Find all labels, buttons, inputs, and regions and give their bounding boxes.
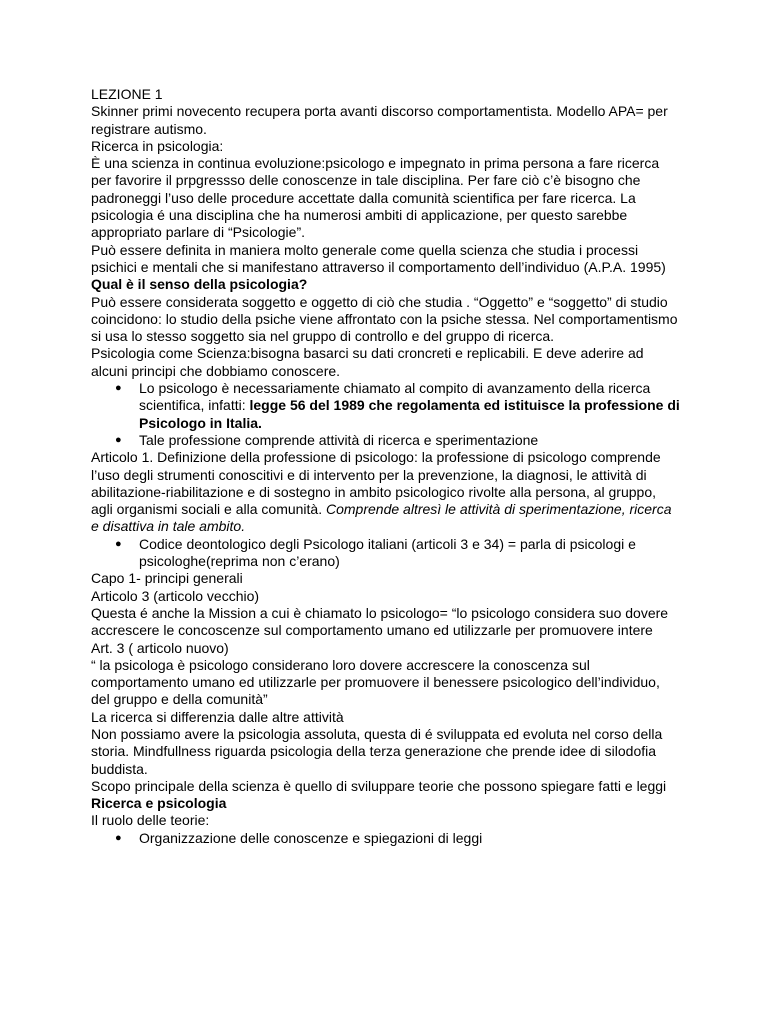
bullet-list-2: [91, 536, 681, 571]
list-item-text: Tale professione comprende attività di ricerca e sperimentazione: [139, 431, 539, 448]
list-item-text: Organizzazione delle conoscenze e spiegazioni di leggi: [139, 829, 483, 846]
section-heading-research-text: Ricerca e psicologia: [91, 795, 227, 812]
paragraph-definition: Può essere definita in maniera molto generale come quella scienza che studia i processi psichici e mentali che si manifestano attraverso il comportamento dell’individuo (A.P.A. 1995): [91, 241, 666, 275]
paragraph-science-evolution: È una scienza in continua evoluzione:psicologo e impegnato in prima persona a fare ricerca per favorire il prpgressso delle conoscenze in tale disciplina. Per fare ciò c’è bisogno che padroneggi l’uso delle procedure accettate dalla comunità scientifica per fare ricerca. La psicologia é una disciplina che ha numerosi ambiti di applicazione, per questo sarebbe appropriato parlare di “Psicologie”.: [91, 155, 660, 241]
article-1-italic-text: Comprende altresì le attività di sperimentazione, ricerca e disattiva in tale ambito.: [91, 501, 672, 535]
section-heading-sense: [91, 276, 681, 293]
section-heading-research: [91, 795, 681, 812]
list-item-text: Codice deontologico degli Psicologo italiani (articoli 3 e 34) = parla di psicologi e psicologhe(reprima non c’erano): [139, 535, 636, 570]
bullet-list-3: [91, 830, 681, 847]
paragraph-mission: Questa é anche la Mission a cui è chiamato lo psicologo= “lo psicologo considera suo dovere accrescere le concoscenze sul comportamento umano ed utilizzarle per promuovere intere: [91, 604, 669, 639]
paragraph-capo-1: Capo 1- principi generali: [91, 570, 243, 587]
paragraph-science-goal: Scopo principale della scienza è quello di sviluppare teorie che possono spiegare fatti e leggi: [91, 777, 667, 794]
paragraph-history: Non possiamo avere la psicologia assoluta, questa di é sviluppata ed evoluta nel corso della storia. Mindfullness riguarda psicologia della terza generazione che prende idee di silodofia buddista.: [91, 725, 663, 777]
paragraph-research-differs: La ricerca si differenzia dalle altre attività: [91, 708, 344, 725]
paragraph-subject-object: Può essere considerata soggetto e oggetto di ciò che studia . “Oggetto” e “soggetto” di studio coincidono: lo studio della psiche viene affrontato con la psiche stessa. Nel comportamentismo si usa lo stesso soggetto sia nel gruppo di controllo e del gruppo di ricerca.: [91, 293, 678, 345]
paragraph-article-3-new: Art. 3 ( articolo nuovo): [91, 639, 229, 656]
paragraph-article-3-old: Articolo 3 (articolo vecchio): [91, 587, 260, 604]
paragraph-psychology-science: Psicologia come Scienza:bisogna basarci su dati croncreti e replicabili. E deve aderire ad alcuni principi che dobbiamo conoscere.: [91, 345, 644, 379]
list-item-bold-text: legge 56 del 1989 che regolamenta ed istituisce la professione di Psicologo in Italia.: [139, 397, 680, 431]
lesson-title: LEZIONE 1: [91, 86, 163, 102]
list-item: [91, 536, 681, 571]
paragraph-skinner: Skinner primi novecento recupera porta avanti discorso comportamentista. Modello APA= per registrare autismo.: [91, 103, 668, 137]
paragraph-research-heading: Ricerca in psicologia:: [91, 137, 224, 154]
paragraph-article-1: [91, 449, 681, 535]
article-1-text: Articolo 1. Definizione della professione di psicologo: la professione di psicologo comprende l’uso degli strumenti conoscitivi e di intervento per la prevenzione, la diagnosi, le attività di abilitazione-riabilitazione e di sostegno in ambito psicologico rivolte alla persona, al gruppo, agli organismi sociali e alla comunità.: [91, 449, 661, 518]
bullet-list-1: [91, 380, 681, 449]
bullet-icon: ●: [115, 382, 122, 395]
bullet-icon: ●: [115, 831, 122, 844]
paragraph-theories-role: Il ruolo delle teorie:: [91, 812, 210, 829]
document-page: [91, 86, 681, 847]
section-heading-sense-text: Qual è il senso della psicologia?: [91, 276, 308, 293]
list-item: [91, 432, 681, 449]
paragraph-article-3-quote: “ la psicologa è psicologo considerano loro dovere accrescere la conoscenza sul comportamento umano ed utilizzarle per promuovere il benessere psicologico dell’individuo, del gruppo e della comunità”: [91, 656, 660, 708]
list-item-text: Lo psicologo è necessariamente chiamato al compito di avanzamento della ricerca scientifica, infatti:: [139, 380, 651, 414]
bullet-icon: ●: [115, 537, 122, 550]
list-item: [91, 380, 681, 432]
bullet-icon: ●: [115, 433, 122, 446]
list-item: [91, 830, 681, 847]
